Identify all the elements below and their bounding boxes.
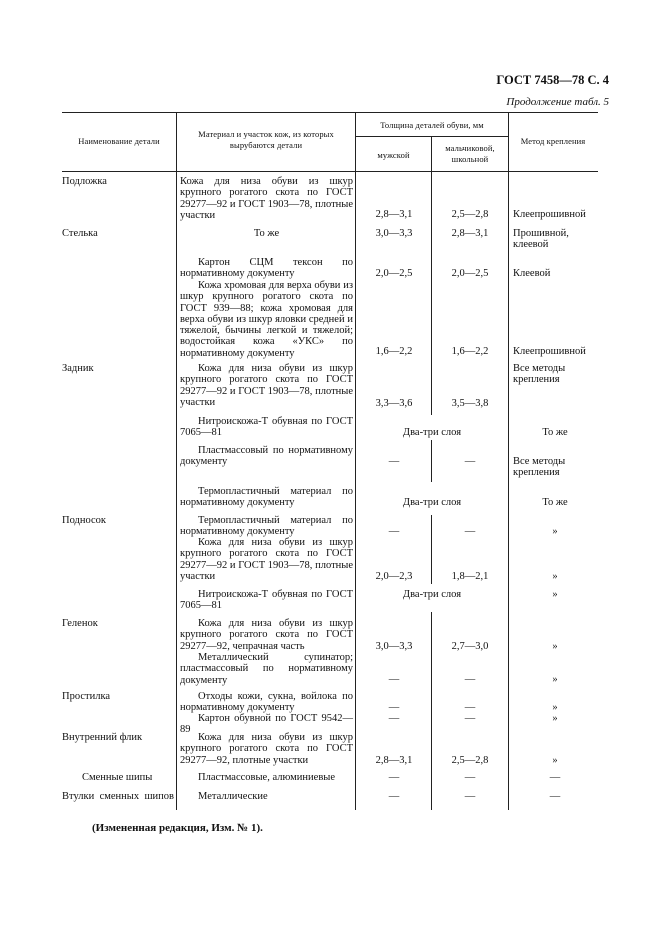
row-material: Нитроискожа-Т обувная по ГОСТ 7065—81 bbox=[180, 416, 353, 439]
row-boys-thickness: 3,5—3,8 bbox=[451, 398, 489, 409]
row-material: Картон СЦМ тексон по нормативному документу bbox=[180, 257, 353, 280]
footnote-amendment: (Измененная редакция, Изм. № 1). bbox=[92, 822, 263, 834]
row-method: » bbox=[552, 589, 558, 600]
row-method: » bbox=[552, 702, 558, 713]
row-men-thickness: 2,0—2,3 bbox=[375, 571, 413, 582]
row-method: Клеепрошивной bbox=[513, 346, 586, 357]
row-men-thickness: — bbox=[388, 674, 400, 685]
column-header-boys: мальчиковой, школьной bbox=[445, 143, 495, 164]
row-material: Кожа для низа обуви из шкур крупного рогатого скота по ГОСТ 29277—92, плотные участки bbox=[180, 732, 353, 766]
row-material: Отходы кожи, сукна, войлока по нормативному документу bbox=[180, 691, 353, 714]
row-material: Термопластичный материал по нормативному документу bbox=[180, 515, 353, 538]
row-method: Клеепрошивной bbox=[513, 209, 586, 220]
row-boys-thickness: — bbox=[464, 674, 476, 685]
body-divider bbox=[431, 440, 432, 482]
row-method: » bbox=[552, 526, 558, 537]
row-method: » bbox=[552, 641, 558, 652]
row-method: — bbox=[549, 772, 561, 783]
row-span-thickness: Два-три слоя bbox=[402, 589, 462, 600]
page-header-title: ГОСТ 7458—78 С. 4 bbox=[496, 73, 609, 87]
row-men-thickness: 3,3—3,6 bbox=[375, 398, 413, 409]
row-name: Задник bbox=[62, 363, 94, 374]
row-span-thickness: Два-три слоя bbox=[402, 427, 462, 438]
row-men-thickness: — bbox=[388, 526, 400, 537]
row-span-thickness: Два-три слоя bbox=[402, 497, 462, 508]
row-method: » bbox=[552, 755, 558, 766]
row-boys-thickness: 2,5—2,8 bbox=[451, 209, 489, 220]
row-boys-thickness: 2,0—2,5 bbox=[451, 268, 489, 279]
row-name: Подносок bbox=[62, 515, 107, 526]
row-men-thickness: 2,8—3,1 bbox=[375, 209, 413, 220]
row-name: Втулки сменных шипов bbox=[62, 791, 174, 802]
row-boys-thickness: — bbox=[464, 772, 476, 783]
row-material: Пластмассовые, алюминиевые bbox=[198, 772, 335, 783]
row-method: Все методы крепления bbox=[513, 363, 566, 386]
row-boys-thickness: — bbox=[464, 713, 476, 724]
row-name: Внутренний флик bbox=[62, 732, 143, 743]
row-men-thickness: 3,0—3,3 bbox=[375, 228, 413, 239]
column-header-method: Метод крепления bbox=[520, 136, 586, 146]
row-men-thickness: 2,8—3,1 bbox=[375, 755, 413, 766]
row-name: Подложка bbox=[62, 176, 107, 187]
row-men-thickness: — bbox=[388, 456, 400, 467]
row-method: » bbox=[552, 571, 558, 582]
row-men-thickness: — bbox=[388, 791, 400, 802]
row-boys-thickness: 1,8—2,1 bbox=[451, 571, 489, 582]
table-top-border bbox=[62, 112, 598, 113]
row-boys-thickness: 2,7—3,0 bbox=[451, 641, 489, 652]
row-boys-thickness: — bbox=[464, 791, 476, 802]
body-divider bbox=[508, 171, 509, 810]
row-men-thickness: 2,0—2,5 bbox=[375, 268, 413, 279]
row-material: Нитроискожа-Т обувная по ГОСТ 7065—81 bbox=[180, 589, 353, 612]
body-divider bbox=[355, 171, 356, 810]
row-men-thickness: — bbox=[388, 772, 400, 783]
row-boys-thickness: 1,6—2,2 bbox=[451, 346, 489, 357]
table-header-bottom-border bbox=[62, 171, 598, 172]
row-boys-thickness: 2,5—2,8 bbox=[451, 755, 489, 766]
row-material: Металлический супинатор; пластмассовый по нормативному документу bbox=[180, 652, 353, 686]
row-material: Кожа для низа обуви из шкур крупного рогатого скота по ГОСТ 29277—92 и ГОСТ 1903—78, плотные участки bbox=[180, 176, 353, 221]
row-boys-thickness: — bbox=[464, 456, 476, 467]
row-method: Клеевой bbox=[513, 268, 551, 279]
row-men-thickness: 3,0—3,3 bbox=[375, 641, 413, 652]
row-material: Кожа для низа обуви из шкур крупного рогатого скота по ГОСТ 29277—92 и ГОСТ 1903—78, плотные участки bbox=[180, 363, 353, 408]
row-name: Простилка bbox=[62, 691, 111, 702]
header-divider bbox=[176, 112, 177, 171]
row-method: Прошивной, клеевой bbox=[513, 228, 569, 251]
row-material: Картон обувной по ГОСТ 9542—89 bbox=[180, 713, 353, 736]
row-boys-thickness: 2,8—3,1 bbox=[451, 228, 489, 239]
row-men-thickness: 1,6—2,2 bbox=[375, 346, 413, 357]
body-divider bbox=[176, 171, 177, 810]
row-boys-thickness: — bbox=[464, 526, 476, 537]
body-divider bbox=[431, 515, 432, 584]
row-method: » bbox=[552, 713, 558, 724]
row-method: То же bbox=[542, 497, 568, 508]
row-method: » bbox=[552, 674, 558, 685]
row-material: Термопластичный материал по нормативному документу bbox=[180, 486, 353, 509]
column-header-material: Материал и участок кож, из которых вырубаются детали bbox=[198, 129, 334, 150]
row-material: Металлические bbox=[198, 791, 268, 802]
body-divider bbox=[431, 171, 432, 415]
row-men-thickness: — bbox=[388, 702, 400, 713]
row-name: Сменные шипы bbox=[82, 772, 153, 783]
column-header-men: мужской bbox=[377, 150, 410, 160]
table-continuation-label: Продолжение табл. 5 bbox=[506, 96, 609, 108]
column-header-name: Наименование детали bbox=[78, 136, 160, 146]
row-men-thickness: — bbox=[388, 713, 400, 724]
row-material: То же bbox=[253, 228, 280, 239]
body-divider bbox=[431, 612, 432, 810]
row-material: Пластмассовый по нормативному документу bbox=[180, 445, 353, 468]
row-method: Все методы крепления bbox=[513, 456, 566, 479]
row-material: Кожа хромовая для верха обуви из шкур крупного рогатого скота по ГОСТ 939—88; кожа хромовая для верха обуви из шкур яловки средней и тяжелой, бычины легкой и тяжелой; водостойкая кожа «УКС» по нормативному документу bbox=[180, 280, 353, 359]
row-boys-thickness: — bbox=[464, 702, 476, 713]
row-name: Геленок bbox=[62, 618, 98, 629]
row-material: Кожа для низа обуви из шкур крупного рогатого скота по ГОСТ 29277—92, чепрачная часть bbox=[180, 618, 353, 652]
column-header-thickness: Толщина деталей обуви, мм bbox=[380, 120, 484, 130]
row-name: Стелька bbox=[62, 228, 98, 239]
row-method: То же bbox=[542, 427, 568, 438]
row-material: Кожа для низа обуви из шкур крупного рогатого скота по ГОСТ 29277—92 и ГОСТ 1903—78, плотные участки bbox=[180, 537, 353, 582]
row-method: — bbox=[549, 791, 561, 802]
